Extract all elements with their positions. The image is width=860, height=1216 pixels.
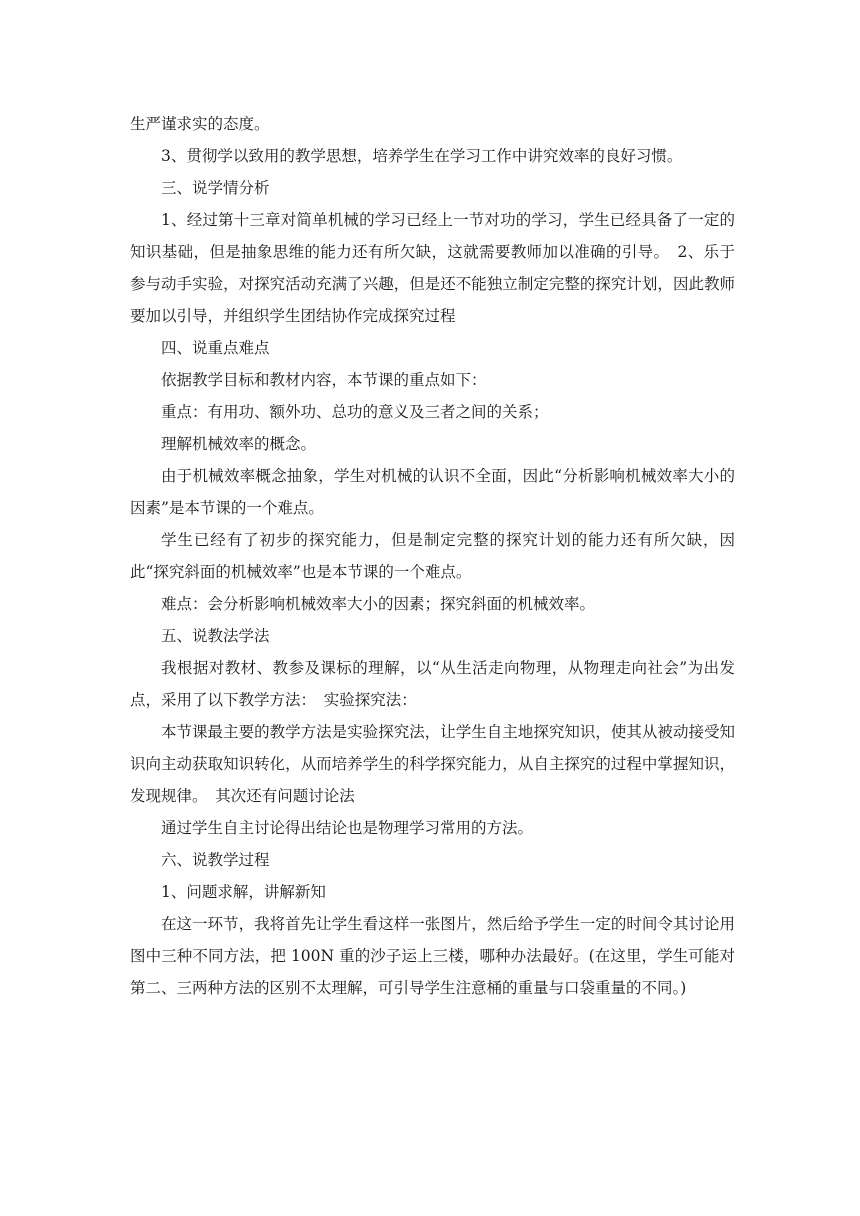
section-heading-student-analysis: 三、说学情分析 (161, 179, 270, 197)
paragraph-experiment-method: 本节课最主要的教学方法是实验探究法，让学生自主地探究知识，使其从被动接受知识向主动获取知识转化，从而培养学生的科学探究能力，从自主探究的过程中掌握知识，发现规律。 其次还有问题讨论法 (130, 723, 735, 805)
paragraph-methods-intro: 我根据对教材、教参及课标的理解，以“从生活走向物理，从物理走向社会”为出发点，采用了以下教学方法： 实验探究法： (130, 659, 735, 709)
document-body (130, 108, 735, 1004)
paragraph-process-step-1: 在这一环节，我将首先让学生看这样一张图片，然后给予学生一定的时间令其讨论用图中三种不同方法，把 100N 重的沙子运上三楼，哪种办法最好。(在这里，学生可能对第二、三两种方法的区别不太理解，可引导学生注意桶的重量与口袋重量的不同。) (130, 915, 735, 997)
paragraph-discussion-method: 通过学生自主讨论得出结论也是物理学习常用的方法。 (161, 819, 534, 837)
section-heading-key-difficult-points: 四、说重点难点 (161, 339, 270, 357)
paragraph-key-points: 重点：有用功、额外功、总功的意义及三者之间的关系； (161, 403, 549, 421)
paragraph-difficulty-1: 由于机械效率概念抽象，学生对机械的认识不全面，因此“分析影响机械效率大小的因素”是本节课的一个难点。 (130, 467, 735, 517)
section-heading-teaching-process: 六、说教学过程 (161, 851, 270, 869)
paragraph-key-points-2: 理解机械效率的概念。 (161, 435, 317, 453)
subheading-problem-solving: 1、问题求解，讲解新知 (161, 883, 326, 901)
paragraph-difficult-points: 难点：会分析影响机械效率大小的因素；探究斜面的机械效率。 (161, 595, 596, 613)
paragraph-difficulty-2: 学生已经有了初步的探究能力，但是制定完整的探究计划的能力还有所欠缺，因此“探究斜面的机械效率”也是本节课的一个难点。 (130, 531, 735, 581)
paragraph-student-analysis: 1、经过第十三章对简单机械的学习已经上一节对功的学习，学生已经具备了一定的知识基础，但是抽象思维的能力还有所欠缺，这就需要教师加以准确的引导。 2、乐于参与动手实验，对探究活动充满了兴趣，但是还不能独立制定完整的探究计划，因此教师要加以引导，并组织学生团结协作完成探究过程 (130, 211, 735, 325)
paragraph-key-points-intro: 依据教学目标和教材内容，本节课的重点如下： (161, 371, 487, 389)
paragraph-continuation: 生严谨求实的态度。 (130, 115, 270, 133)
section-heading-teaching-methods: 五、说教法学法 (161, 627, 270, 645)
paragraph-objective-3: 3、贯彻学以致用的教学思想，培养学生在学习工作中讲究效率的良好习惯。 (161, 147, 683, 165)
